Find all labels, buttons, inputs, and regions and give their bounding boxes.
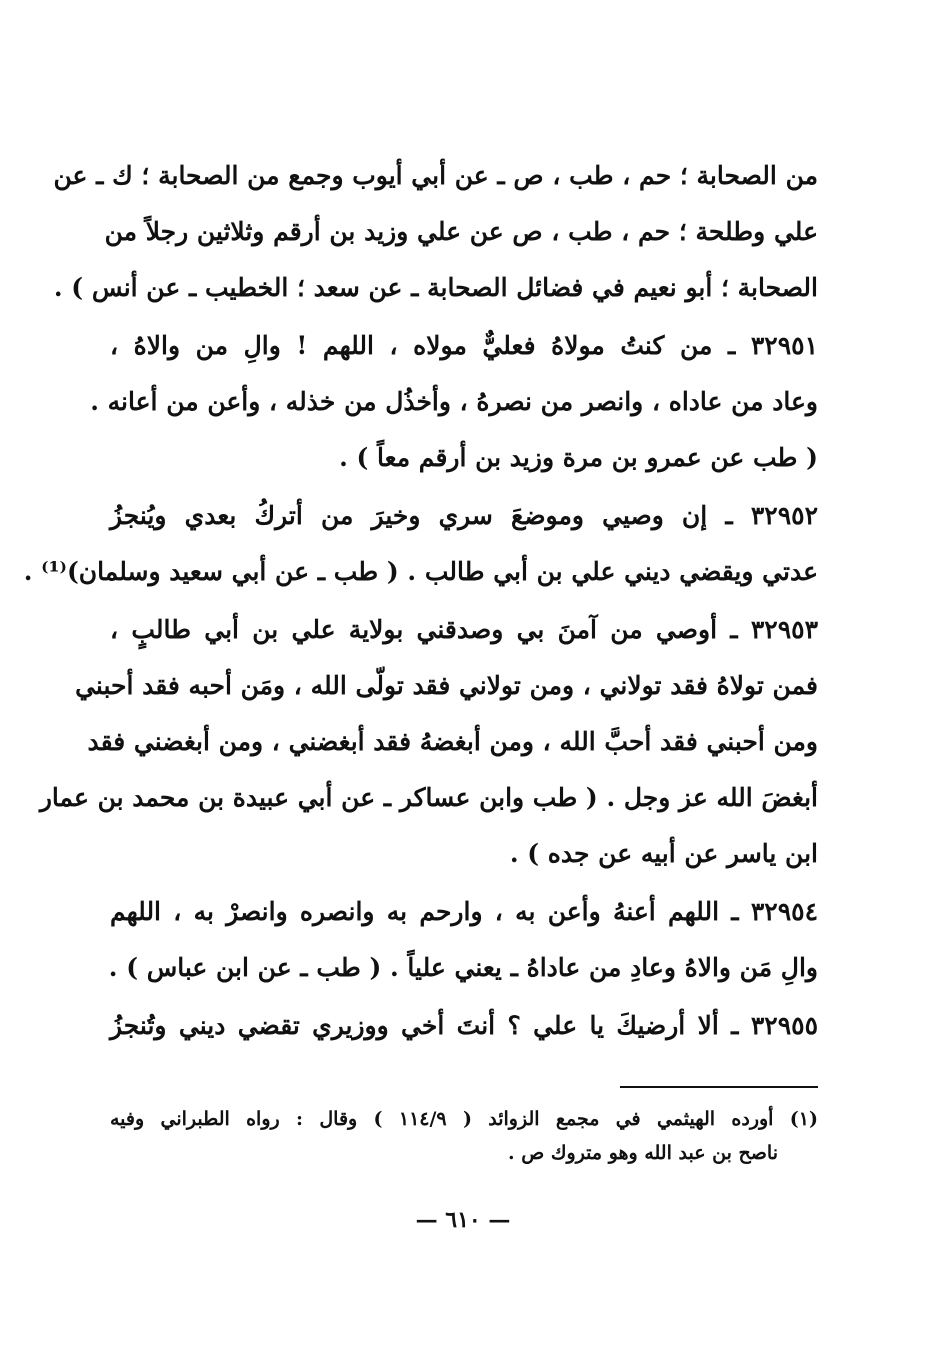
hadith-32953-line: ٣٢٩٥٣ ـ أوصي من آمنَ بي وصدقني بولاية علي بن أبي طالبٍ ، [110, 615, 818, 644]
text-line: عدتي ويقضي ديني علي بن أبي طالب . ( طب ـ عن أبي سعيد وسلمان)⁽¹⁾ . [23, 557, 818, 586]
text-line: الصحابة ؛ أبو نعيم في فضائل الصحابة ـ عن سعد ؛ الخطيب ـ عن أنس ) . [53, 273, 818, 302]
hadith-32955-line: ٣٢٩٥٥ ـ ألا أرضيكَ يا علي ؟ أنتَ أخي ووزيري تقضي ديني وتُنجزُ [110, 1011, 818, 1040]
text-line: ومن أحبني فقد أحبَّ الله ، ومن أبغضهُ فقد أبغضني ، ومن أبغضني فقد [87, 727, 818, 756]
text-line: أبغضَ الله عز وجل . ( طب وابن عساكر ـ عن أبي عبيدة بن محمد بن عمار [39, 783, 818, 812]
hadith-32951-line: ٣٢٩٥١ ـ من كنتُ مولاهُ فعليٌّ مولاه ، اللهم ! والِ من والاهُ ، [110, 331, 818, 360]
hadith-32952-line: ٣٢٩٥٢ ـ إن وصيي وموضعَ سري وخيرَ من أتركُ بعدي ويُنجزُ [110, 501, 818, 530]
footnote [110, 1102, 818, 1170]
main-text [23, 148, 818, 1054]
text-line: ابن ياسر عن أبيه عن جده ) . [509, 839, 818, 868]
page-number: — ٦١٠ — [415, 1207, 511, 1233]
footnote-divider [620, 1086, 818, 1088]
hadith-32954-line: ٣٢٩٥٤ ـ اللهم أعنهُ وأعن به ، وارحم به وانصره وانصرْ به ، اللهم [110, 897, 818, 926]
text-line: علي وطلحة ؛ حم ، طب ، ص عن علي وزيد بن أرقم وثلاثين رجلاً من [104, 217, 818, 246]
text-line: ( طب عن عمرو بن مرة وزيد بن أرقم معاً ) . [339, 443, 818, 472]
text-line: والِ مَن والاهُ وعادِ من عاداهُ ـ يعني علياً . ( طب ـ عن ابن عباس ) . [108, 953, 818, 982]
text-line: وعاد من عاداه ، وانصر من نصرهُ ، وأخذُل من خذله ، وأعن من أعانه . [90, 387, 818, 416]
footnote-line: ناصح بن عبد الله وهو متروك ص . [508, 1142, 778, 1164]
footnote-line: (١) أورده الهيثمي في مجمع الزوائد ( ١١٤/٩ ) وقال : رواه الطبراني وفيه [110, 1108, 818, 1130]
text-line: من الصحابة ؛ حم ، طب ، ص ـ عن أبي أيوب وجمع من الصحابة ؛ ك ـ عن [53, 161, 818, 190]
text-line: فمن تولاهُ فقد تولاني ، ومن تولاني فقد تولّى الله ، ومَن أحبه فقد أحبني [75, 671, 818, 700]
